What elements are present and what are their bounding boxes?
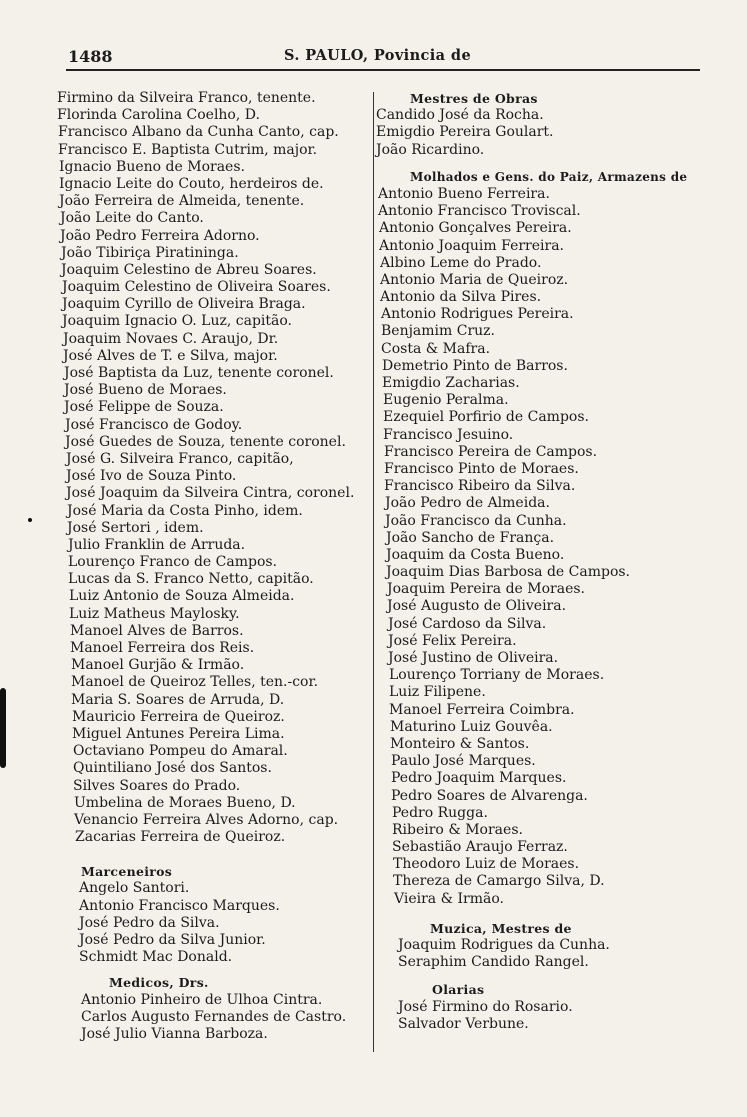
list-item: José Firmino do Rosario. xyxy=(398,998,573,1015)
list-item: João Tibiriça Piratininga. xyxy=(61,244,239,261)
list-item: Salvador Verbune. xyxy=(398,1015,529,1032)
list-item: José G. Silveira Franco, capitão, xyxy=(66,450,294,467)
list-item: Maturino Luiz Gouvêa. xyxy=(390,718,553,735)
page-title: S. PAULO, Povincia de xyxy=(284,47,472,64)
list-item: José Bueno de Moraes. xyxy=(64,382,227,399)
list-item: José Baptista da Luz, tenente coronel. xyxy=(64,365,334,381)
list-item: Zacarias Ferreira de Queiroz. xyxy=(75,829,286,846)
list-item: Quintiliano José dos Santos. xyxy=(73,760,272,777)
list-item: Ribeiro & Moraes. xyxy=(392,821,523,838)
list-item: Joaquim Celestino de Abreu Soares. xyxy=(61,261,317,278)
spacer xyxy=(57,966,373,974)
list-item: Luiz Matheus Maylosky. xyxy=(69,605,240,622)
list-item: João Pedro Ferreira Adorno. xyxy=(60,227,260,244)
list-item: Francisco Pereira de Campos. xyxy=(384,443,598,460)
list-item: Manoel Ferreira Coimbra. xyxy=(389,701,575,718)
spacer xyxy=(376,908,746,920)
spacer xyxy=(376,971,746,981)
list-item: Albino Leme do Prado. xyxy=(380,254,542,271)
list-item: Joaquim Novaes C. Araujo, Dr. xyxy=(63,330,279,347)
list-item: Antonio Francisco Troviscal. xyxy=(378,203,581,220)
scan-mark xyxy=(0,688,6,768)
list-item: Antonio Maria de Queiroz. xyxy=(380,271,569,288)
list-item: Antonio Joaquim Ferreira. xyxy=(379,237,564,254)
list-item: José Francisco de Godoy. xyxy=(65,416,243,433)
mestres-entries xyxy=(376,107,746,159)
list-item: Francisco Pinto de Moraes. xyxy=(384,460,579,477)
list-item: Lourenço Torriany de Moraes. xyxy=(389,667,605,684)
list-item: Pedro Rugga. xyxy=(392,804,488,821)
list-item: Vieira & Irmão. xyxy=(394,890,504,907)
list-item: Joaquim Rodrigues da Cunha. xyxy=(398,937,610,953)
list-item: José Sertori , idem. xyxy=(67,519,204,536)
list-item: Pedro Soares de Alvarenga. xyxy=(391,787,588,804)
list-item: Monteiro & Santos. xyxy=(390,735,530,752)
list-item: Luiz Filipene. xyxy=(389,684,486,701)
list-item: João Sancho de França. xyxy=(386,529,555,546)
list-item: Ignacio Bueno de Moraes. xyxy=(59,158,245,175)
list-item: Octaviano Pompeu do Amaral. xyxy=(73,743,288,760)
list-item: Mauricio Ferreira de Queiroz. xyxy=(72,708,285,725)
list-item: Seraphim Candido Rangel. xyxy=(398,954,589,971)
list-item: Costa & Mafra. xyxy=(381,340,491,357)
list-item: Antonio da Silva Pires. xyxy=(380,289,542,306)
list-item: Firmino da Silveira Franco, tenente. xyxy=(57,90,316,106)
list-item: João Leite do Canto. xyxy=(60,210,204,227)
list-item: Emigdio Zacharias. xyxy=(382,375,520,391)
bullet-mark xyxy=(28,518,32,522)
list-item: Francisco Ribeiro da Silva. xyxy=(384,478,576,495)
list-item: José Joaquim da Silveira Cintra, coronel. xyxy=(66,485,355,502)
list-item: Eugenio Peralma. xyxy=(383,392,509,409)
list-item: José Justino de Oliveira. xyxy=(388,650,559,666)
column-divider xyxy=(373,92,374,1052)
list-item: Luiz Antonio de Souza Almeida. xyxy=(69,588,295,605)
list-item: João Ferreira de Almeida, tenente. xyxy=(59,193,305,210)
list-item: Francisco Jesuino. xyxy=(383,426,514,443)
section-heading-mestres: Mestres de Obras xyxy=(410,91,538,106)
list-item: Joaquim Ignacio O. Luz, capitão. xyxy=(62,313,293,330)
list-item: Joaquim Celestino de Oliveira Soares. xyxy=(62,279,331,296)
list-item: Antonio Bueno Ferreira. xyxy=(378,185,550,202)
list-item: José Felix Pereira. xyxy=(388,632,517,649)
list-item: Paulo José Marques. xyxy=(391,753,536,770)
list-item: Joaquim da Costa Bueno. xyxy=(386,546,565,563)
list-item: Florinda Carolina Coelho, D. xyxy=(57,107,260,124)
section-heading-medicos: Medicos, Drs. xyxy=(109,975,209,991)
list-item: João Francisco da Cunha. xyxy=(385,512,567,529)
list-item: Maria S. Soares de Arruda, D. xyxy=(71,691,285,708)
section-heading-molhados: Molhados e Gens. do Paiz, Armazens de xyxy=(410,169,688,184)
list-item: Carlos Augusto Fernandes de Castro. xyxy=(81,1008,347,1025)
list-item: Schmidt Mac Donald. xyxy=(79,949,233,966)
list-item: Francisco Albano da Cunha Canto, cap. xyxy=(58,124,339,141)
list-item: José Ivo de Souza Pinto. xyxy=(66,468,237,485)
list-item: Theodoro Luiz de Moraes. xyxy=(393,856,580,873)
list-item: Candido José da Rocha. xyxy=(376,107,544,124)
spacer xyxy=(376,159,746,169)
left-entries xyxy=(57,90,373,846)
header-rule xyxy=(66,69,700,71)
olarias-entries xyxy=(376,999,746,1033)
list-item: José Pedro da Silva Junior. xyxy=(79,932,266,948)
medicos-entries xyxy=(57,992,373,1044)
list-item: Lucas da S. Franco Netto, capitão. xyxy=(68,571,314,588)
list-item: Umbelina de Moraes Bueno, D. xyxy=(74,794,296,811)
list-item: Manoel Ferreira dos Reis. xyxy=(70,640,255,656)
list-item: José Maria da Costa Pinho, idem. xyxy=(67,502,303,519)
molhados-entries xyxy=(376,186,746,908)
section-heading-marceneiros: Marceneiros xyxy=(81,864,173,880)
list-item: Silves Soares do Prado. xyxy=(73,777,241,794)
muzica-entries xyxy=(376,937,746,971)
list-item: José Cardoso da Silva. xyxy=(388,615,547,632)
section-heading-olarias: Olarias xyxy=(432,982,485,998)
list-item: José Felippe de Souza. xyxy=(64,399,224,416)
list-item: Manoel Alves de Barros. xyxy=(70,622,244,639)
list-item: João Ricardino. xyxy=(376,141,485,158)
list-item: Pedro Joaquim Marques. xyxy=(391,770,567,787)
list-item: José Guedes de Souza, tenente coronel. xyxy=(65,433,346,450)
list-item: Manoel de Queiroz Telles, ten.-cor. xyxy=(71,674,319,691)
page-header xyxy=(68,47,698,71)
list-item: José Augusto de Oliveira. xyxy=(387,598,567,615)
list-item: Joaquim Dias Barbosa de Campos. xyxy=(386,564,631,581)
list-item: Antonio Gonçalves Pereira. xyxy=(379,220,572,237)
list-item: José Julio Vianna Barboza. xyxy=(81,1025,268,1042)
marceneiros-entries xyxy=(57,880,373,966)
list-item: Venancio Ferreira Alves Adorno, cap. xyxy=(74,811,339,828)
list-item: Joaquim Cyrillo de Oliveira Braga. xyxy=(62,296,306,313)
list-item: Emigdio Pereira Goulart. xyxy=(376,124,554,141)
list-item: Benjamim Cruz. xyxy=(381,323,496,340)
section-heading-muzica: Muzica, Mestres de xyxy=(430,920,572,936)
left-column xyxy=(57,90,373,1043)
list-item: Antonio Rodrigues Pereira. xyxy=(381,306,574,323)
list-item: José Alves de T. e Silva, major. xyxy=(63,347,278,364)
list-item: Ignacio Leite do Couto, herdeiros de. xyxy=(59,175,324,192)
page-number: 1488 xyxy=(68,47,113,66)
list-item: Antonio Francisco Marques. xyxy=(79,897,280,914)
list-item: Lourenço Franco de Campos. xyxy=(68,554,278,571)
list-item: Demetrio Pinto de Barros. xyxy=(382,357,568,374)
list-item: Angelo Santori. xyxy=(79,880,190,897)
list-item: José Pedro da Silva. xyxy=(79,914,220,931)
list-item: Thereza de Camargo Silva, D. xyxy=(393,873,605,890)
list-item: Ezequiel Porfirio de Campos. xyxy=(383,409,589,426)
list-item: João Pedro de Almeida. xyxy=(385,495,550,512)
list-item: Manoel Gurjão & Irmão. xyxy=(71,657,245,674)
spacer xyxy=(57,846,373,863)
list-item: Sebastião Araujo Ferraz. xyxy=(392,839,568,856)
list-item: Francisco E. Baptista Cutrim, major. xyxy=(58,141,318,158)
list-item: Julio Franklin de Arruda. xyxy=(68,536,246,553)
list-item: Antonio Pinheiro de Ulhoa Cintra. xyxy=(81,991,323,1008)
right-column xyxy=(376,90,746,1033)
list-item: Joaquim Pereira de Moraes. xyxy=(387,581,586,598)
list-item: Miguel Antunes Pereira Lima. xyxy=(72,725,285,742)
